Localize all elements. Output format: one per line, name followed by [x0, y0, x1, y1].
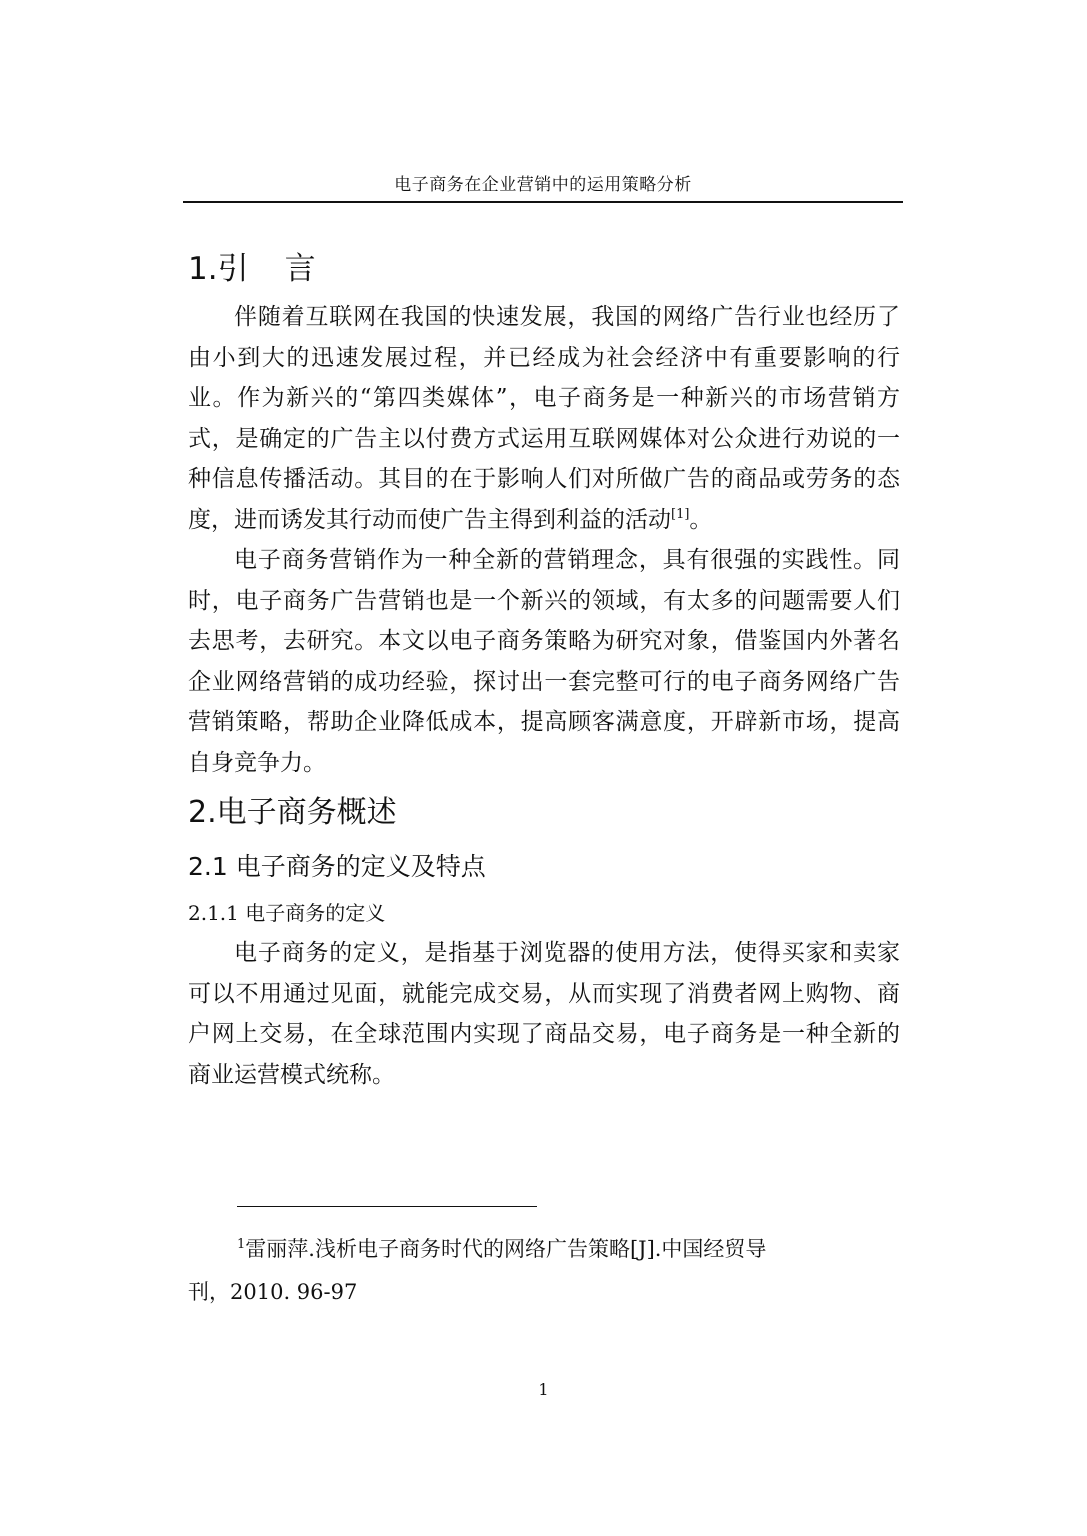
footnote-line-2: 刊，2010. 96-97	[188, 1280, 358, 1304]
section-heading-overview: 2.电子商务概述	[188, 795, 397, 830]
footnote-line-1	[237, 1228, 900, 1271]
section-title-part2: 言	[284, 251, 316, 287]
footnote-mark: 1	[237, 1237, 246, 1252]
section-title-part1: 引	[217, 251, 249, 287]
page-number: 1	[538, 1380, 549, 1399]
body-content	[188, 245, 900, 1095]
intro-paragraph-1-text: 伴随着互联网在我国的快速发展，我国的网络广告行业也经历了由小到大的迅速发展过程，并已经成为社会经济中有重要影响的行业。作为新兴的“第四类媒体”，电子商务是一种新兴的市场营销方式，是确定的广告主以付费方式运用互联网媒体对公众进行劝说的一种信息传播活动。其目的在于影响人们对所做广告的商品或劳务的态度，进而诱发其行动而使广告主得到利益的活动	[188, 304, 900, 533]
section-heading-intro	[188, 245, 900, 293]
footnote-rule	[237, 1206, 537, 1207]
footnote-text-1: 雷丽萍.浅析电子商务时代的网络广告策略[J].中国经贸导	[245, 1237, 767, 1261]
citation-ref[interactable]: [1]	[671, 506, 690, 522]
intro-paragraph-1	[188, 297, 900, 540]
intro-paragraph-1-end: 。	[689, 506, 713, 533]
footnote	[188, 1228, 900, 1314]
intro-paragraph-2: 电子商务营销作为一种全新的营销理念，具有很强的实践性。同时，电子商务广告营销也是一个新兴的领域，有太多的问题需要人们去思考，去研究。本文以电子商务策略为研究对象，借鉴国内外著名企业网络营销的成功经验，探讨出一套完整可行的电子商务网络广告营销策略，帮助企业降低成本，提高顾客满意度，开辟新市场，提高自身竞争力。	[188, 547, 900, 776]
section-number: 1.	[188, 251, 218, 287]
subsubsection-heading: 2.1.1 电子商务的定义	[188, 901, 386, 925]
running-header: 电子商务在企业营销中的运用策略分析	[394, 175, 692, 195]
header-rule	[183, 201, 903, 203]
definition-paragraph: 电子商务的定义，是指基于浏览器的使用方法，使得买家和卖家可以不用通过见面，就能完成交易，从而实现了消费者网上购物、商户网上交易，在全球范围内实现了商品交易，电子商务是一种全新的商业运营模式统称。	[188, 940, 900, 1088]
subsection-heading: 2.1 电子商务的定义及特点	[188, 852, 486, 881]
